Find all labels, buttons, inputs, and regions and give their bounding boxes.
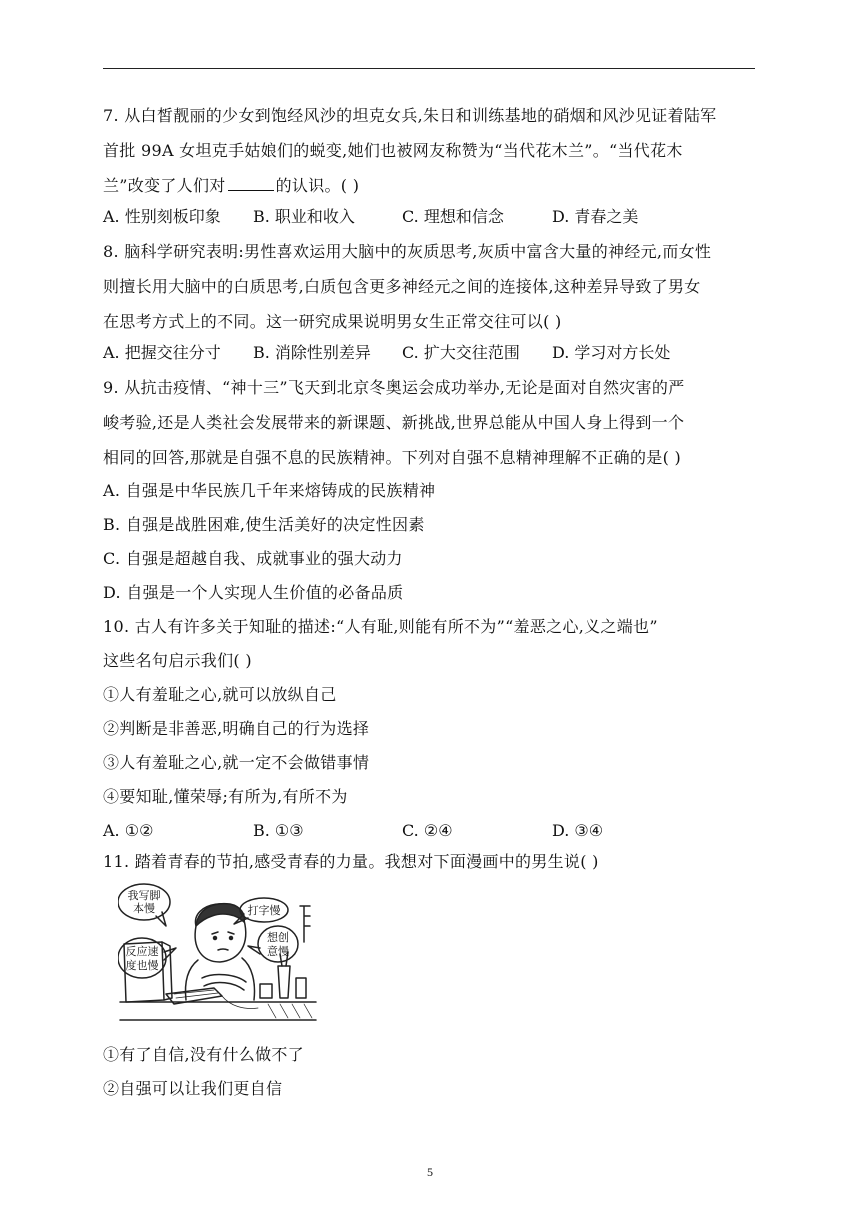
q9-option-b: B. 自强是战胜困难,使生活美好的决定性因素 [103,515,425,534]
bubble-text-1b: 本慢 [133,902,155,915]
q9-stem-line2: 峻考验,还是人类社会发展带来的新课题、新挑战,世界总能从中国人身上得到一个 [103,413,685,432]
q10-item-1: ①人有羞耻之心,就可以放纵自己 [103,685,337,704]
q7-stem-line1: 7. 从白皙靓丽的少女到饱经风沙的坦克女兵,朱日和训练基地的硝烟和风沙见证着陆军 [103,106,717,125]
cartoon-illustration [118,882,318,1022]
q10-stem-line2: 这些名句启示我们( ) [103,651,252,670]
q11-stem: 11. 踏着青春的节拍,感受青春的力量。我想对下面漫画中的男生说( ) [103,852,599,871]
q9-stem-line3: 相同的回答,那就是自强不息的民族精神。下列对自强不息精神理解不正确的是( ) [103,448,682,467]
q7-option-c: C. 理想和信念 [402,207,504,226]
q10-item-3: ③人有羞耻之心,就一定不会做错事情 [103,753,370,772]
q7-stem-line3 [103,176,359,196]
q11-item-2: ②自强可以让我们更自信 [103,1079,283,1098]
q8-stem-line2: 则擅长用大脑中的白质思考,白质包含更多神经元之间的连接体,这种差异导致了男女 [103,277,701,296]
q10-option-b: B. ①③ [253,821,304,840]
q9-option-d: D. 自强是一个人实现人生价值的必备品质 [103,583,404,602]
q7-stem-line3-a: 兰”改变了人们对 [103,176,226,195]
q8-option-c: C. 扩大交往范围 [402,343,520,362]
bubble-text-4b: 意慢 [267,945,289,958]
bubble-text-3b: 度也慢 [125,959,159,972]
q8-stem-line1: 8. 脑科学研究表明:男性喜欢运用大脑中的灰质思考,灰质中富含大量的神经元,而女性 [103,242,712,261]
q9-option-c: C. 自强是超越自我、成就事业的强大动力 [103,549,403,568]
fill-blank [228,176,274,191]
q7-option-b: B. 职业和收入 [253,207,355,226]
header-rule [103,68,755,69]
q7-stem-line2: 首批 99A 女坦克手姑娘们的蜕变,她们也被网友称赞为“当代花木兰”。“当代花木 [103,141,683,160]
q9-option-a: A. 自强是中华民族几千年来熔铸成的民族精神 [103,481,436,500]
q7-option-a: A. 性别刻板印象 [103,207,221,226]
q10-option-d: D. ③④ [552,821,604,840]
q10-option-a: A. ①② [103,821,154,840]
bubble-text-3a: 反应速 [125,945,159,958]
q10-item-2: ②判断是非善恶,明确自己的行为选择 [103,719,370,738]
q10-item-4: ④要知耻,懂荣辱;有所为,有所不为 [103,787,348,806]
q7-option-d: D. 青春之美 [552,207,639,226]
q9-stem-line1: 9. 从抗击疫情、“神十三”飞天到北京冬奥运会成功举办,无论是面对自然灾害的严 [103,378,685,397]
bubble-text-4a: 想创 [267,931,289,944]
q8-stem-line3: 在思考方式上的不同。这一研究成果说明男女生正常交往可以( ) [103,312,562,331]
q8-option-a: A. 把握交往分寸 [103,343,221,362]
q8-option-b: B. 消除性别差异 [253,343,371,362]
bubble-text-1a: 我写脚 [127,889,161,902]
q11-item-1: ①有了自信,没有什么做不了 [103,1045,304,1064]
bubble-text-2: 打字慢 [247,904,281,917]
q10-stem-line1: 10. 古人有许多关于知耻的描述:“人有耻,则能有所不为”“羞恶之心,义之端也” [103,617,658,636]
q7-stem-line3-b: 的认识。( ) [275,176,360,195]
q8-option-d: D. 学习对方长处 [552,343,671,362]
q10-option-c: C. ②④ [402,821,453,840]
page-number: 5 [427,1165,433,1179]
